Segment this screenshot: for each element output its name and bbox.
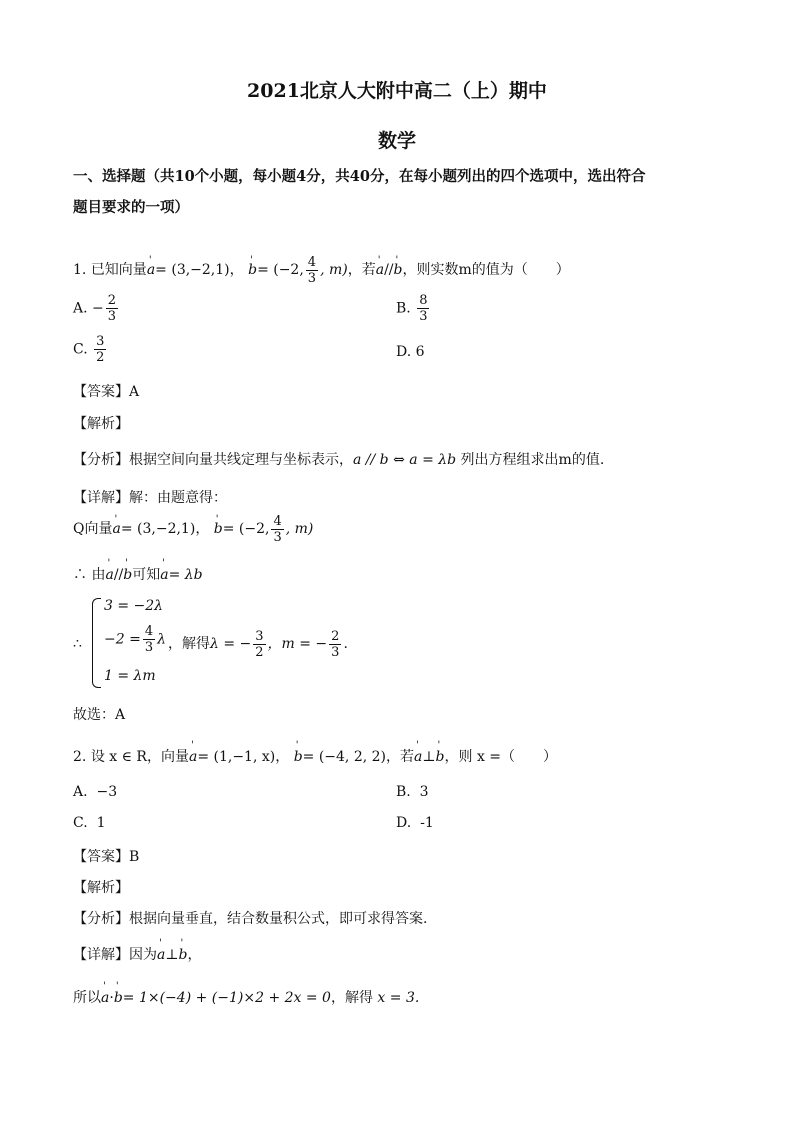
vector-a: ' a <box>160 567 168 583</box>
q1-from-line <box>73 564 203 584</box>
vector-a: ' a <box>189 749 197 765</box>
q2-option-c <box>73 815 106 831</box>
system-row-2: −2 = $\frac{4}{3}$ λ <box>104 624 166 655</box>
q2-b-expr: = (−4, 2, 2) <box>302 749 387 765</box>
section-heading-line1: 一、选择题（共10个小题，每小题4分，共40分，在每小题列出的四个选项中，选出符合 <box>73 168 646 185</box>
q1-vector-line <box>73 510 313 548</box>
answer-value: A <box>129 384 140 400</box>
q1-sep: ， <box>229 262 244 278</box>
final-expr: = 1×(−4) + (−1)×2 + 2x = 0 <box>122 990 331 1006</box>
parallel-symbol: // <box>113 567 124 583</box>
brace <box>92 598 101 688</box>
option-fraction: $\frac{3}{2}$ <box>96 334 105 365</box>
q1-lead: 已知向量 <box>90 262 147 278</box>
vector-a: ' a <box>101 990 109 1006</box>
option-value: 6 <box>415 344 425 360</box>
q1-analysis-tag: 【解析】 <box>73 416 129 432</box>
final-result: x = 3. <box>377 990 420 1006</box>
option-value: -1 <box>420 815 434 831</box>
q2-a-expr: = (1,−1, x) <box>197 749 276 765</box>
vector-b: ' b <box>123 567 132 583</box>
since-symbol: Q <box>73 521 85 537</box>
subject-title: 数学 <box>377 130 416 152</box>
q1-a-expr: = (3,−2,1) <box>155 262 230 278</box>
lambda-fraction: $\frac{3}{2}$ <box>255 628 264 660</box>
q2-cond: ，若 <box>386 749 415 765</box>
q2-analysis-tag: 【解析】 <box>73 880 129 896</box>
q1-cond-lead: ，若 <box>347 262 376 278</box>
know-text: 可知 <box>132 567 161 583</box>
q2-detail <box>73 944 202 964</box>
final-lead: 所以 <box>73 990 101 1006</box>
option-label: C. <box>73 341 88 358</box>
option-fraction: $\frac{8}{3}$ <box>419 293 428 324</box>
dot-symbol: · <box>109 990 114 1006</box>
vec-b-fraction: $\frac{4}{3}$ <box>273 513 282 545</box>
option-label: C. <box>73 815 88 831</box>
vector-a: ' a <box>147 250 155 290</box>
q1-answer <box>73 381 139 401</box>
option-value: 3 <box>419 784 429 800</box>
option-label: D. <box>396 344 412 360</box>
q1-b-fraction: $\frac{4}{3}$ <box>307 254 317 286</box>
detail-tag: 【详解】 <box>73 490 129 506</box>
page-title: 2021北京人大附中高二（上）期中 <box>247 80 547 102</box>
m-expr: ，m = − <box>267 636 328 652</box>
answer-value: B <box>129 849 140 865</box>
q1-number: 1. <box>73 262 87 278</box>
section-heading-line2: 题目要求的一项） <box>73 199 189 216</box>
q1-b-lead: = (−2, <box>257 262 304 278</box>
q2-number: 2. <box>73 749 87 765</box>
vector-b: ' b <box>294 749 303 765</box>
q1-option-a <box>73 293 120 324</box>
option-sign: − <box>92 300 104 317</box>
q1-option-b <box>396 293 431 324</box>
detail-text: 因为 <box>129 947 157 963</box>
option-label: D. <box>396 815 412 831</box>
vec-b-lead: = (−2, <box>222 521 270 537</box>
vector-b: ' b <box>248 250 257 290</box>
perp-symbol: ⊥ <box>422 749 436 765</box>
vec-lead: 向量 <box>84 521 113 537</box>
option-value: 1 <box>96 815 106 831</box>
q1-fenxi <box>73 449 604 469</box>
system-row-1: 3 = −2λ <box>104 598 164 614</box>
q2-option-b <box>396 784 429 800</box>
option-label: B. <box>396 300 411 317</box>
vector-a: ' a <box>414 749 422 765</box>
vec-a-expr: = (3,−2,1) <box>120 521 196 537</box>
fenxi-formula: a // b ⇔ a = λb <box>353 452 457 468</box>
vector-b: ' b <box>214 510 223 548</box>
option-value: −3 <box>96 784 118 800</box>
system-solution <box>168 624 348 664</box>
vector-b: ' b <box>114 990 123 1006</box>
therefore-symbol-2: ∴ <box>73 636 82 652</box>
fenxi-text: 根据向量垂直，结合数量积公式，即可求得答案. <box>129 911 428 927</box>
q2-sep: ， <box>275 749 290 765</box>
q2-final-line <box>73 987 419 1007</box>
detail-end: ， <box>187 947 202 963</box>
q2-text: 设 x ∈ R，向量 <box>90 749 189 765</box>
q1-choose: 故选：A <box>73 707 126 723</box>
q2-option-d <box>396 815 434 831</box>
fenxi-text: 根据空间向量共线定理与坐标表示， <box>129 452 353 468</box>
q1-b-tail: , m) <box>320 262 348 278</box>
final-solve: ，解得 <box>330 990 373 1006</box>
q1-detail <box>73 487 227 507</box>
vector-a: ' a <box>376 250 384 290</box>
fenxi-tail: 列出方程组求出m的值. <box>460 452 605 468</box>
from-text: 由 <box>91 567 106 583</box>
vec-sep: ， <box>195 521 210 537</box>
q2-stem <box>73 746 557 766</box>
solve-text: ，解得 <box>168 636 210 652</box>
detail-text: 解：由题意得： <box>129 490 227 506</box>
m-fraction: $\frac{2}{3}$ <box>331 628 340 660</box>
period: . <box>343 636 348 652</box>
option-label: B. <box>396 784 411 800</box>
know-expr: = λb <box>168 567 203 583</box>
vector-a: ' a <box>105 567 113 583</box>
parallel-symbol: // <box>384 262 394 278</box>
q2-tail: ，则 x =（ ） <box>444 749 558 765</box>
answer-tag: 【答案】 <box>73 384 129 400</box>
q1-option-c <box>73 334 108 365</box>
vec-b-tail: , m) <box>285 521 314 537</box>
q1-tail: ，则实数m的值为（ ） <box>402 262 570 278</box>
vector-b: ' b <box>436 749 445 765</box>
option-label: A. <box>73 300 88 317</box>
q1-option-d <box>396 344 425 360</box>
vector-a: ' a <box>112 510 120 548</box>
detail-tag: 【详解】 <box>73 947 129 963</box>
vector-b: ' b <box>179 947 188 963</box>
option-label: A. <box>73 784 88 800</box>
vector-b: ' b <box>394 250 403 290</box>
therefore-symbol: ∴ <box>73 567 87 583</box>
fenxi-tag: 【分析】 <box>73 452 129 468</box>
system-row-3: 1 = λm <box>104 668 156 684</box>
perp-symbol: ⊥ <box>165 947 179 963</box>
fenxi-tag: 【分析】 <box>73 911 129 927</box>
answer-tag: 【答案】 <box>73 849 129 865</box>
option-fraction: $\frac{2}{3}$ <box>107 293 117 324</box>
lambda-expr: λ = − <box>210 636 252 652</box>
q2-fenxi <box>73 908 427 928</box>
vector-a: ' a <box>157 947 165 963</box>
q2-answer <box>73 846 139 866</box>
q1-stem <box>73 250 570 290</box>
q2-option-a <box>73 784 117 800</box>
